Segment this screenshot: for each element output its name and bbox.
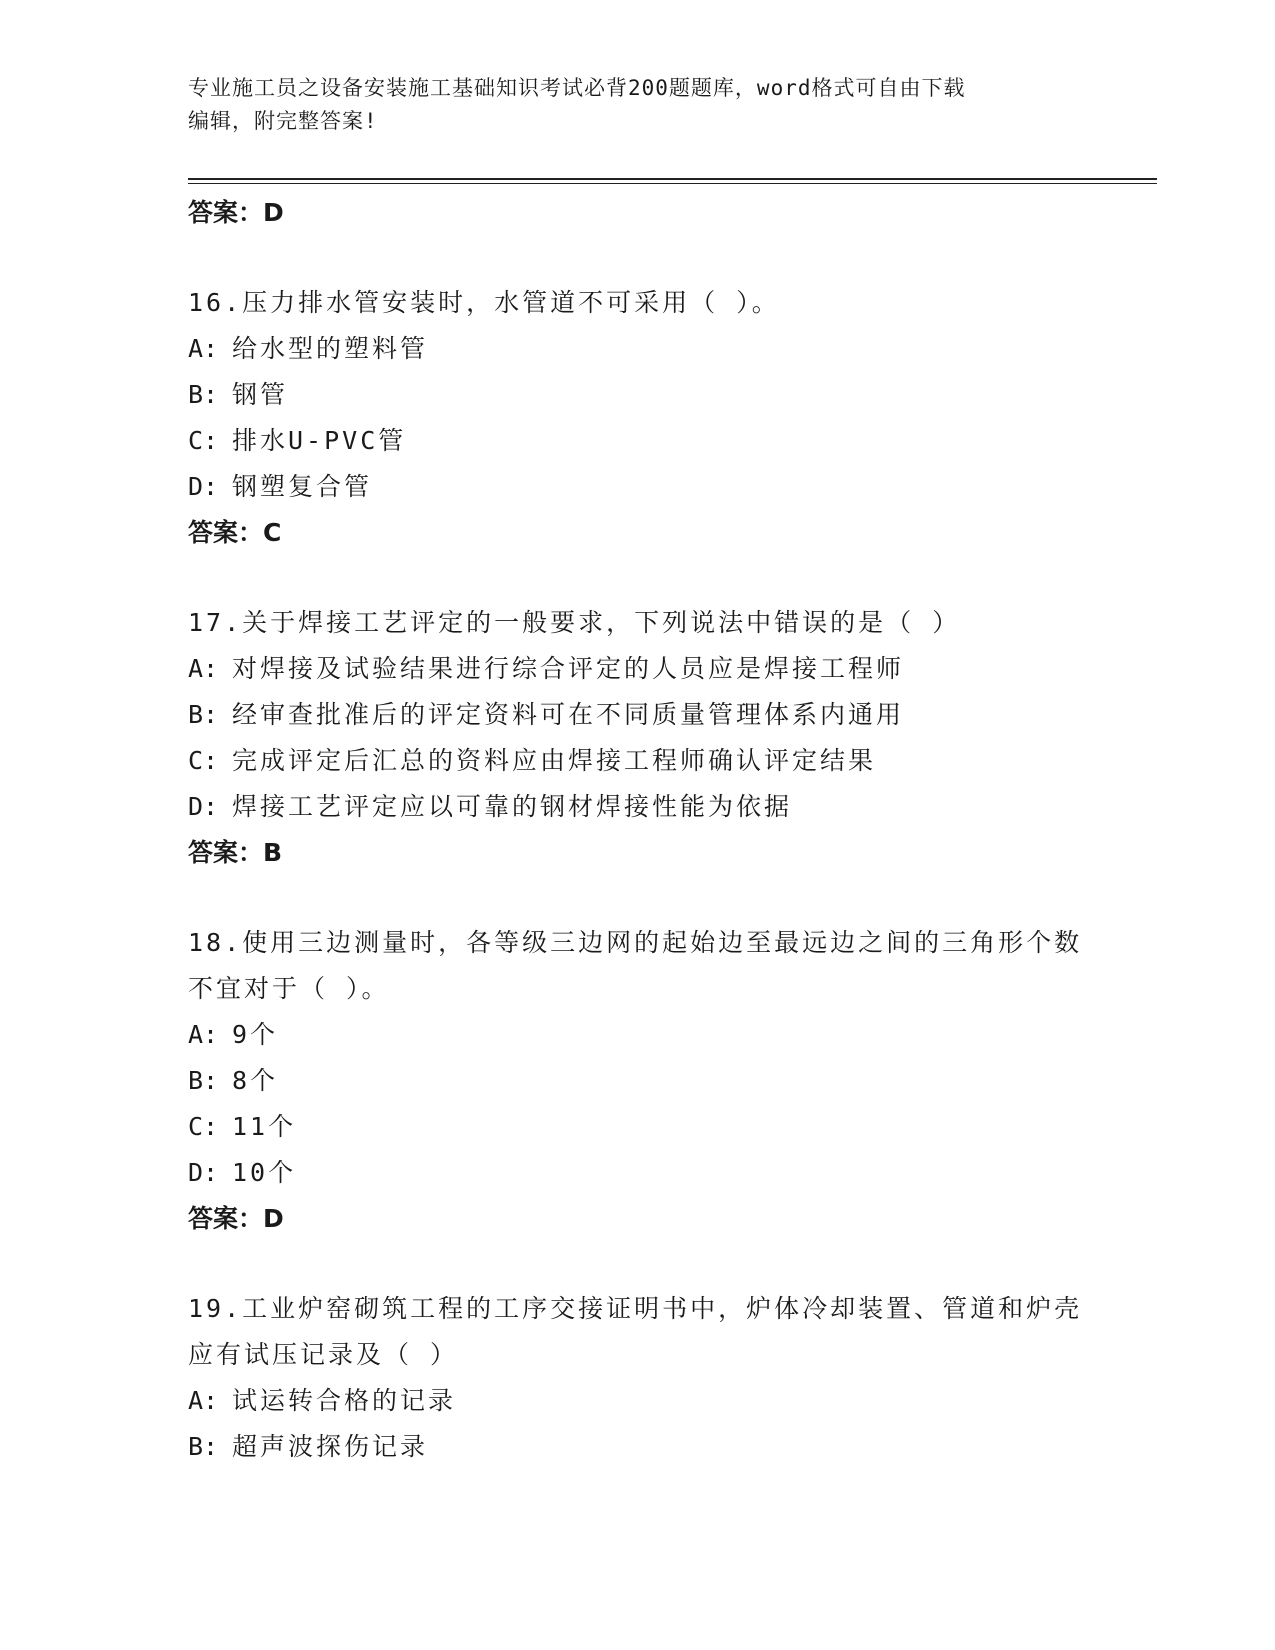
option-text: 超声波探伤记录 xyxy=(232,1432,429,1461)
option-b xyxy=(188,372,1088,418)
option-a xyxy=(188,646,1088,692)
option-c xyxy=(188,738,1088,784)
option-text: 焊接工艺评定应以可靠的钢材焊接性能为依据 xyxy=(232,792,793,821)
question-text: 18.使用三边测量时，各等级三边网的起始边至最远边之间的三角形个数不宜对于（ ）。 xyxy=(188,928,1083,1003)
option-a xyxy=(188,1012,1088,1058)
question-text: 16.压力排水管安装时，水管道不可采用（ ）。 xyxy=(188,288,780,317)
option-label: B: xyxy=(188,380,219,409)
header-line-1: 专业施工员之设备安装施工基础知识考试必背200题题库，word格式可自由下载 xyxy=(188,76,966,100)
option-label: C: xyxy=(188,1112,219,1141)
question-17 xyxy=(188,600,1088,876)
option-text: 试运转合格的记录 xyxy=(232,1386,457,1415)
option-c xyxy=(188,1104,1088,1150)
question-19 xyxy=(188,1286,1088,1470)
option-text: 排水U-PVC管 xyxy=(232,426,407,455)
answer: 答案：D xyxy=(188,1204,284,1233)
option-b xyxy=(188,1424,1088,1470)
option-text: 8个 xyxy=(232,1066,279,1095)
header-line-2: 编辑，附完整答案! xyxy=(188,109,378,133)
option-label: A: xyxy=(188,1386,219,1415)
option-label: D: xyxy=(188,792,219,821)
option-label: C: xyxy=(188,426,219,455)
option-label: A: xyxy=(188,654,219,683)
header-rule-thick xyxy=(188,178,1157,180)
option-text: 钢塑复合管 xyxy=(232,472,373,501)
option-d xyxy=(188,464,1088,510)
question-list xyxy=(188,190,1088,1470)
option-a xyxy=(188,1378,1088,1424)
option-b xyxy=(188,692,1088,738)
option-text: 给水型的塑料管 xyxy=(232,334,429,363)
option-a xyxy=(188,326,1088,372)
option-c xyxy=(188,418,1088,464)
option-text: 钢管 xyxy=(232,380,289,409)
option-label: A: xyxy=(188,1020,219,1049)
option-b xyxy=(188,1058,1088,1104)
answer: 答案：C xyxy=(188,518,282,547)
previous-answer: 答案：D xyxy=(188,198,284,227)
option-text: 完成评定后汇总的资料应由焊接工程师确认评定结果 xyxy=(232,746,877,775)
question-text: 19.工业炉窑砌筑工程的工序交接证明书中，炉体冷却装置、管道和炉壳应有试压记录及（ ） xyxy=(188,1294,1083,1369)
question-text: 17.关于焊接工艺评定的一般要求，下列说法中错误的是（ ） xyxy=(188,608,961,637)
question-16 xyxy=(188,280,1088,556)
option-label: B: xyxy=(188,1066,219,1095)
option-text: 对焊接及试验结果进行综合评定的人员应是焊接工程师 xyxy=(232,654,905,683)
option-label: D: xyxy=(188,472,219,501)
header-rule-thin xyxy=(188,183,1157,184)
option-text: 10个 xyxy=(232,1158,297,1187)
option-label: B: xyxy=(188,700,219,729)
option-label: A: xyxy=(188,334,219,363)
option-text: 经审查批准后的评定资料可在不同质量管理体系内通用 xyxy=(232,700,905,729)
document-header xyxy=(188,72,1068,138)
option-label: B: xyxy=(188,1432,219,1461)
option-text: 9个 xyxy=(232,1020,279,1049)
option-label: C: xyxy=(188,746,219,775)
option-text: 11个 xyxy=(232,1112,297,1141)
question-18 xyxy=(188,920,1088,1242)
option-label: D: xyxy=(188,1158,219,1187)
option-d xyxy=(188,784,1088,830)
option-d xyxy=(188,1150,1088,1196)
answer: 答案：B xyxy=(188,838,283,867)
